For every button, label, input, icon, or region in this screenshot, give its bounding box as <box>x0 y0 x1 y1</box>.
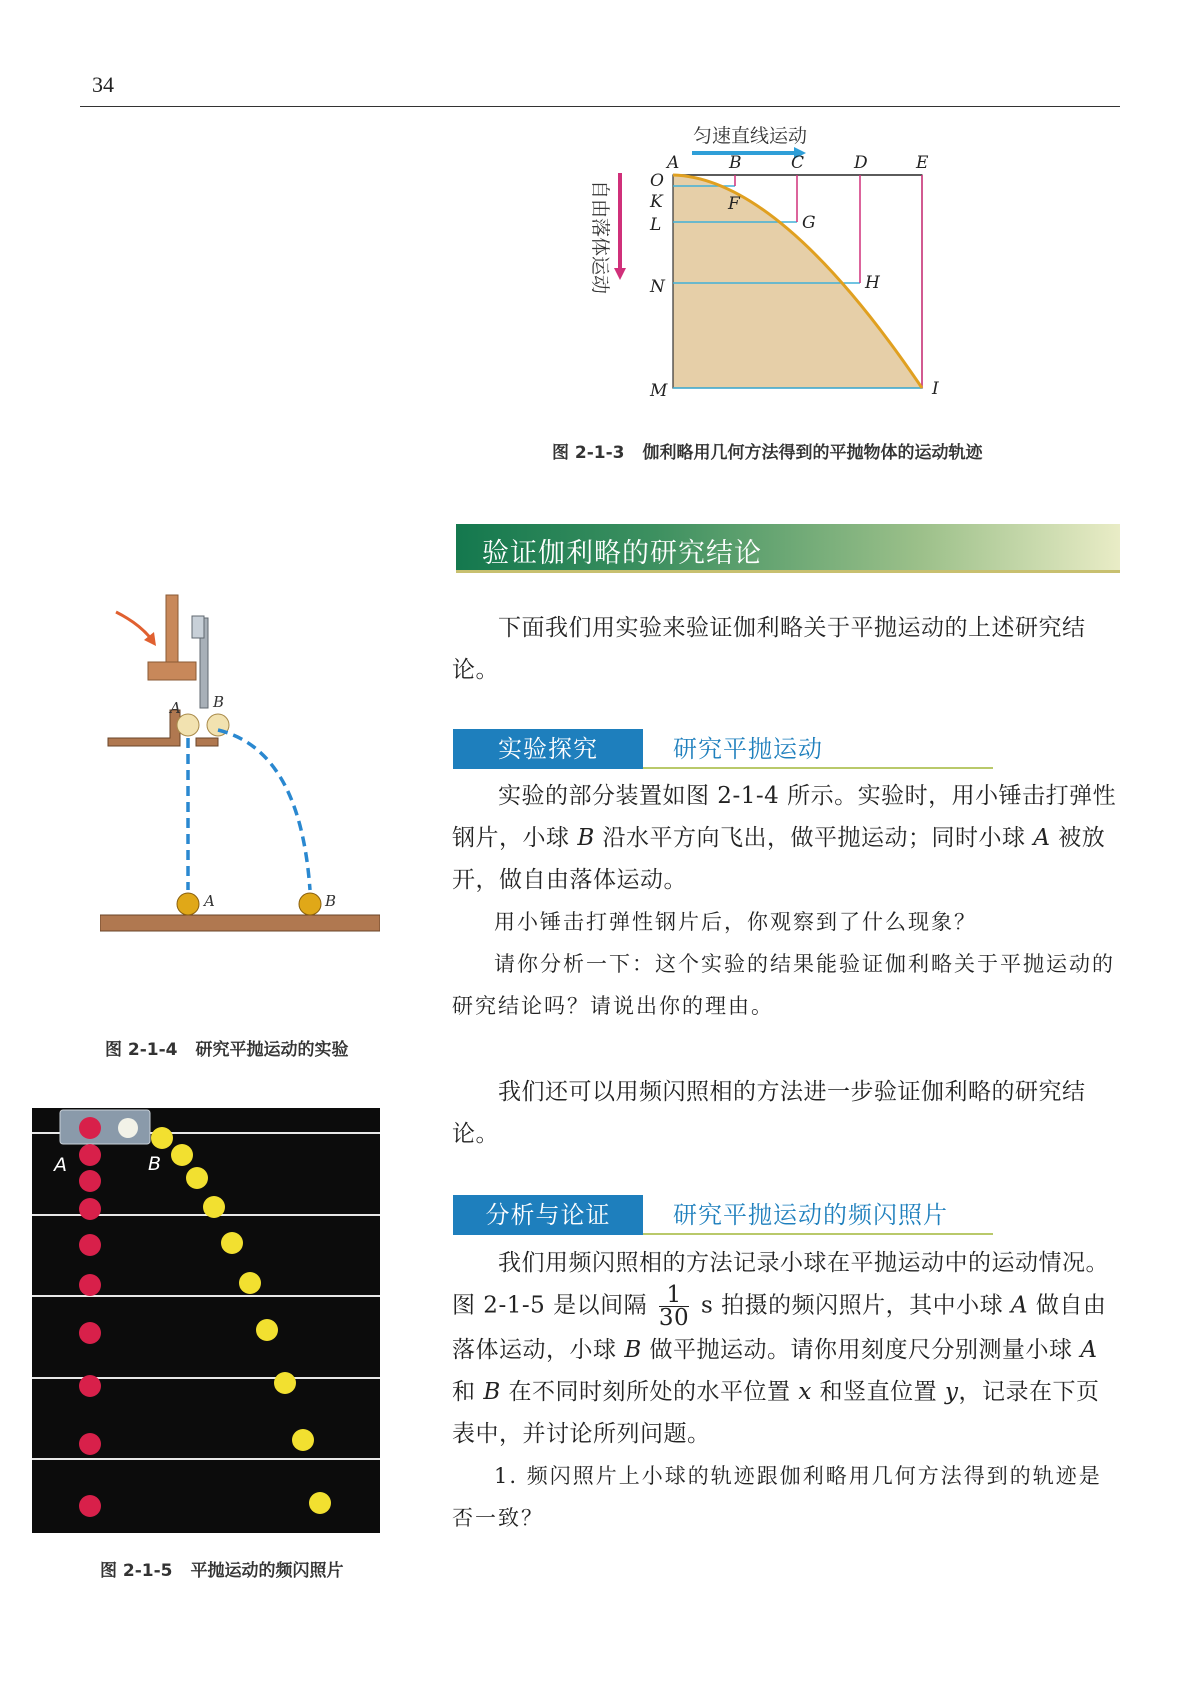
ball-b-ground <box>299 893 321 915</box>
figure-2-1-5-caption: 图 2-1-5 平抛运动的频闪照片 <box>100 1561 344 1581</box>
analysis-title: 研究平抛运动的频闪照片 <box>673 1201 948 1229</box>
analysis-box-header <box>453 1195 1123 1235</box>
experiment-text: 实验的部分装置如图 2-1-4 所示。实验时，用小锤击打弹性钢片，小球 B 沿水平方向飞出，做平抛运动；同时小球 A 被放开，做自由落体运动。 用小锤击打弹性钢片后，你观察到了什么现象？ 请你分析一下：这个实验的结果能验证伽利略关于平抛运动的研究结论吗？请说出你的理由。 <box>452 775 1122 1027</box>
point-F: F <box>728 194 740 214</box>
point-M: M <box>650 381 668 401</box>
second-paragraph: 我们还可以用频闪照相的方法进一步验证伽利略的研究结论。 <box>452 1079 1086 1147</box>
experiment-question-2: 请你分析一下：这个实验的结果能验证伽利略关于平抛运动的研究结论吗？请说出你的理由。 <box>452 952 1115 1018</box>
point-K: K <box>650 192 663 212</box>
photo-label-a: A <box>54 1154 67 1176</box>
figure-2-1-5-photo <box>32 1108 380 1533</box>
intro-paragraph: 下面我们用实验来验证伽利略关于平抛运动的上述研究结论。 <box>452 615 1086 683</box>
label-a-top: A <box>170 699 181 717</box>
vertical-label: 自由落体运动 <box>589 180 611 295</box>
label-b-top: B <box>213 693 225 711</box>
experiment-box-header <box>453 729 1123 769</box>
hammer-head <box>148 662 196 680</box>
experiment-tag: 实验探究 <box>453 729 643 769</box>
point-O: O <box>650 171 664 191</box>
fraction-1-30: $\frac{1}{30}$ <box>658 1282 690 1331</box>
hammer-arrow <box>116 612 152 640</box>
page-number: 34 <box>92 72 114 97</box>
analysis-question-1: 1. 频闪照片上小球的轨迹跟伽利略用几何方法得到的轨迹是否一致？ <box>452 1464 1102 1530</box>
point-E: E <box>916 153 929 173</box>
point-D: D <box>854 153 868 173</box>
experiment-question-1: 用小锤击打弹性钢片后，你观察到了什么现象？ <box>494 910 977 934</box>
horizontal-label: 匀速直线运动 <box>693 125 808 147</box>
hammer-handle <box>166 595 178 663</box>
section-title: 验证伽利略的研究结论 <box>482 538 762 569</box>
point-H: H <box>865 273 880 293</box>
ground <box>100 915 380 931</box>
point-C: C <box>791 153 805 173</box>
label-a-ground: A <box>204 892 215 910</box>
path-projectile <box>218 730 310 890</box>
section-title-bar <box>456 524 1120 573</box>
point-B: B <box>729 153 742 173</box>
ball-a-ground <box>177 893 199 915</box>
header-rule <box>80 106 1120 107</box>
analysis-text: 我们用频闪照相的方法记录小球在平抛运动中的运动情况。图 2-1-5 是以间隔 $\frac{1}{30}$ s 拍摄的频闪照片，其中小球 A 做自由落体运动，小球 B 做平抛运动。请你用刻度尺分别测量小球 A 和 B 在不同时刻所处的水平位置 x 和竖直位置 y，记录在下页表中，并讨论所列问题。 1. 频闪照片上小球的轨迹跟伽利略用几何方法得到的轨迹是否一致？ <box>452 1242 1122 1539</box>
figure-2-1-4-diagram <box>100 590 380 1020</box>
figure-2-1-3-diagram <box>580 118 970 408</box>
photo-label-b: B <box>148 1153 162 1175</box>
point-A: A <box>667 153 680 173</box>
point-G: G <box>802 213 816 233</box>
point-L: L <box>650 215 662 235</box>
point-I: I <box>932 379 939 399</box>
experiment-title: 研究平抛运动 <box>673 735 823 763</box>
ball-a-top <box>177 714 199 736</box>
point-N: N <box>650 277 665 297</box>
figure-2-1-3-caption: 图 2-1-3 伽利略用几何方法得到的平抛物体的运动轨迹 <box>552 443 983 463</box>
analysis-tag: 分析与论证 <box>453 1195 643 1235</box>
figure-2-1-4-caption: 图 2-1-4 研究平抛运动的实验 <box>105 1040 349 1060</box>
label-b-ground: B <box>325 892 337 910</box>
